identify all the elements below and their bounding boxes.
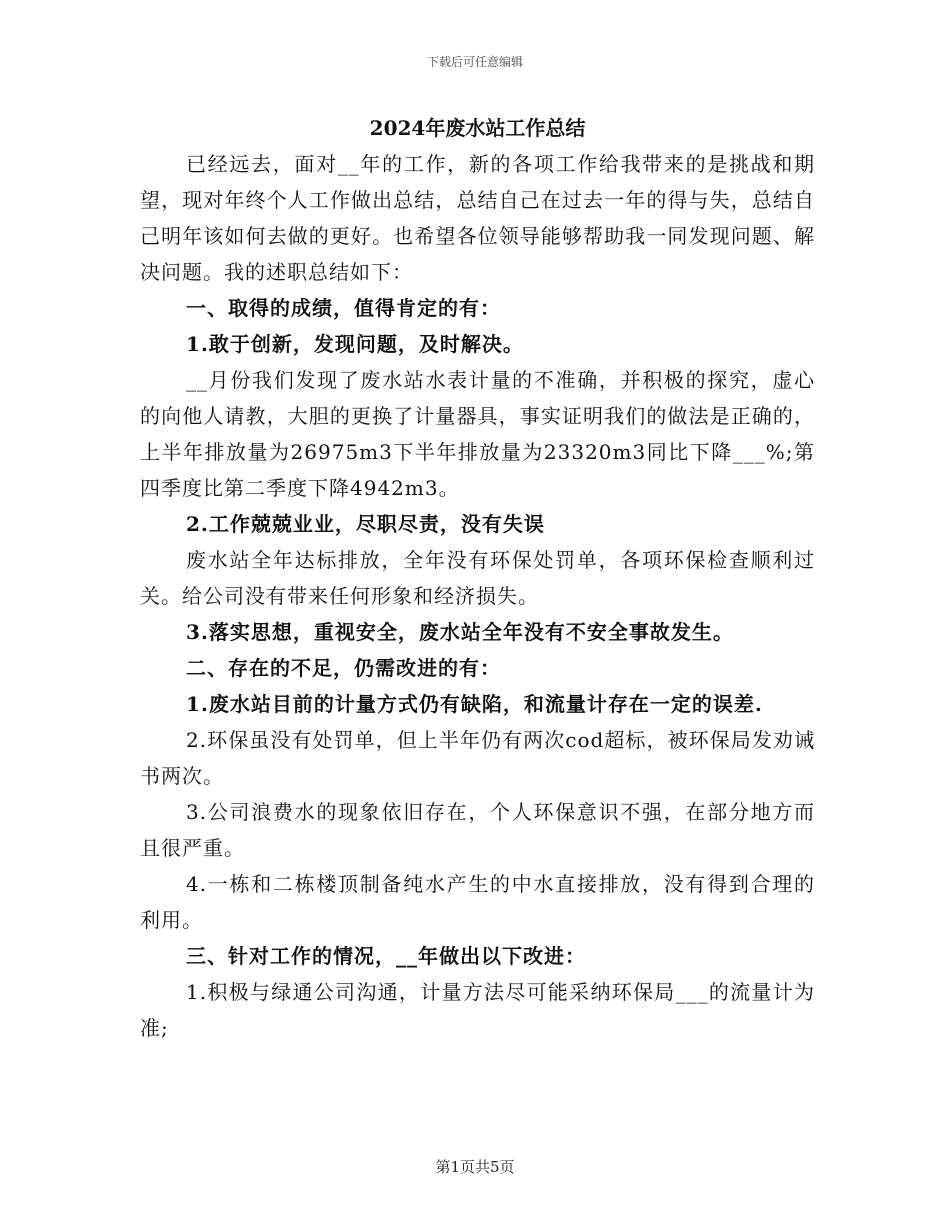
section-heading-achievements: 一、取得的成绩，值得肯定的有： [186,296,501,320]
document-title: 2024年废水站工作总结 [369,116,586,140]
shortcoming-3: 3.公司浪费水的现象依旧存在，个人环保意识不强，在部分地方而且很严重。 [140,800,815,860]
intro-paragraph: 已经远去，面对__年的工作，新的各项工作给我带来的是挑战和期望，现对年终个人工作做出总结，总结自己在过去一年的得与失，总结自己明年该如何去做的更好。也希望各位领导能够帮助我一同发现问题、解决问题。我的述职总结如下： [140,152,815,284]
page-footer: 第1页共5页 [435,1158,515,1176]
section-heading-improvements: 三、针对工作的情况，__年做出以下改进： [186,944,586,968]
shortcoming-2: 2.环保虽没有处罚单，但上半年仍有两次cod超标，被环保局发劝诫书两次。 [140,728,815,788]
section-heading-shortcomings: 二、存在的不足，仍需改进的有： [186,656,501,680]
improvement-1: 1.积极与绿通公司沟通，计量方法尽可能采纳环保局___的流量计为准; [140,980,815,1040]
subheading-diligence: 2.工作兢兢业业，尽职尽责，没有失误 [186,512,545,536]
page-header: 下载后可任意编辑 [426,55,523,69]
subheading-safety: 3.落实思想，重视安全，废水站全年没有不安全事故发生。 [186,620,734,644]
shortcoming-1: 1.废水站目前的计量方式仍有缺陷，和流量计存在一定的误差. [186,692,763,716]
shortcoming-4: 4.一栋和二栋楼顶制备纯水产生的中水直接排放，没有得到合理的利用。 [140,872,815,932]
paragraph-compliance: 废水站全年达标排放，全年没有环保处罚单，各项环保检查顺利过关。给公司没有带来任何形象和经济损失。 [140,548,815,608]
document-body [140,110,815,1046]
paragraph-meter: __月份我们发现了废水站水表计量的不准确，并积极的探究，虚心的向他人请教，大胆的更换了计量器具，事实证明我们的做法是正确的，上半年排放量为26975m3下半年排放量为23320m3同比下降___%;第四季度比第二季度下降4942m3。 [140,368,815,500]
subheading-innovation: 1.敢于创新，发现问题，及时解决。 [186,332,524,356]
